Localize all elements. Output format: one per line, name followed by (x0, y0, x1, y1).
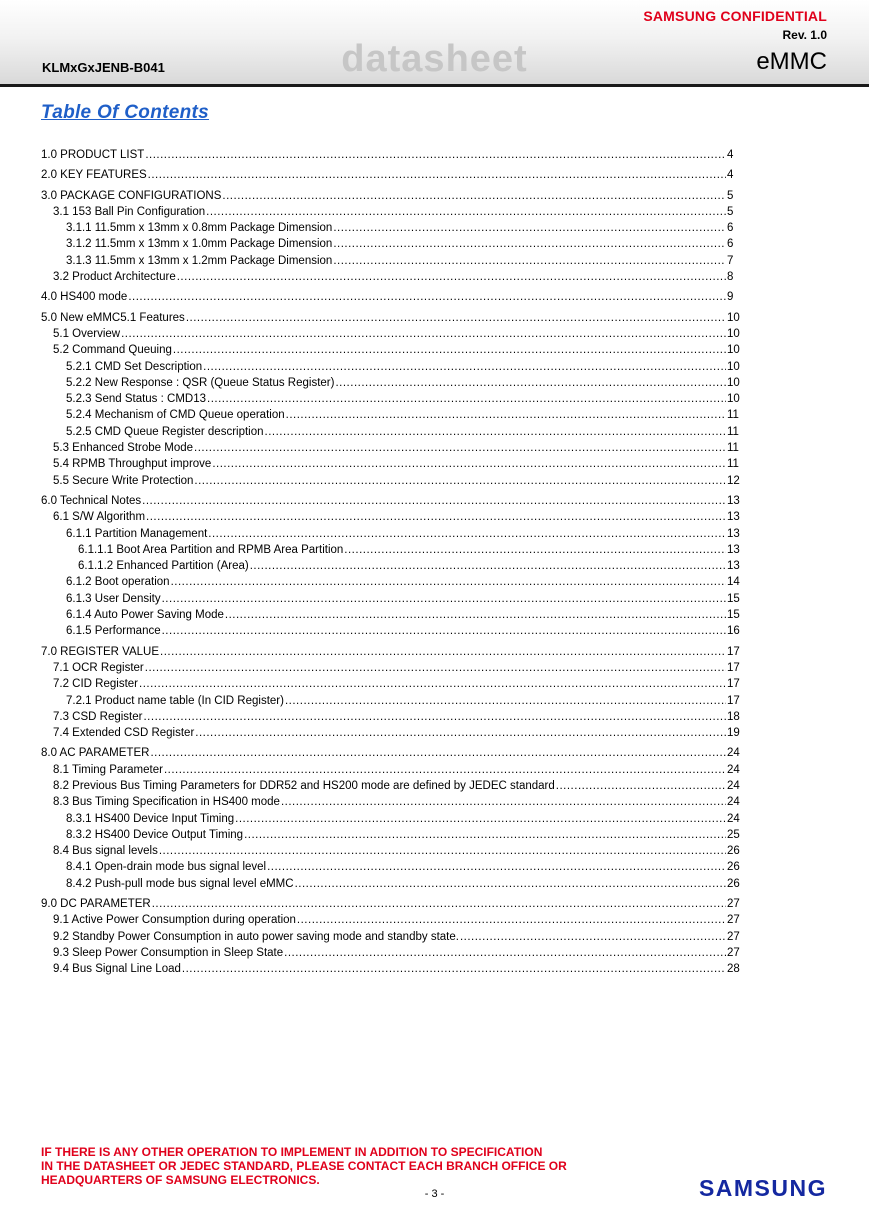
toc-entry-page: 6 (727, 238, 734, 251)
toc-entry[interactable] (41, 945, 741, 961)
toc-entry[interactable] (41, 607, 741, 623)
toc-leader-dots (297, 912, 726, 928)
toc-entry-label: 6.1.1 Partition Management (66, 527, 208, 540)
toc-leader-dots (235, 811, 726, 827)
toc-leader-dots (150, 745, 726, 761)
toc-leader-dots (208, 526, 726, 542)
toc-entry-label: 6.1 S/W Algorithm (53, 511, 146, 524)
toc-entry-label: 8.1 Timing Parameter (53, 763, 163, 776)
toc-entry-label: 9.4 Bus Signal Line Load (53, 963, 181, 976)
toc-entry-label: 4.0 HS400 mode (41, 291, 128, 304)
toc-entry[interactable] (41, 440, 741, 456)
toc-leader-dots (285, 693, 726, 709)
toc-entry-page: 17 (727, 661, 740, 674)
toc-entry[interactable] (41, 167, 741, 183)
toc-leader-dots (139, 676, 726, 692)
toc-entry-page: 14 (727, 576, 740, 589)
toc-entry-page: 13 (727, 494, 740, 507)
toc-leader-dots (152, 896, 726, 912)
toc-leader-dots (182, 961, 726, 977)
toc-entry-page: 10 (727, 327, 740, 340)
toc-entry-label: 8.3.2 HS400 Device Output Timing (66, 828, 244, 841)
toc-leader-dots (148, 167, 726, 183)
toc-entry[interactable] (41, 342, 741, 358)
toc-leader-dots (295, 876, 726, 892)
toc-entry-label: 9.2 Standby Power Consumption in auto power saving mode and standby state. (53, 930, 459, 943)
toc-entry-page: 6 (727, 222, 734, 235)
toc-entry-label: 5.2.1 CMD Set Description (66, 360, 203, 373)
toc-entry[interactable] (41, 660, 741, 676)
toc-entry-label: 3.0 PACKAGE CONFIGURATIONS (41, 189, 222, 202)
toc-entry-page: 7 (727, 254, 734, 267)
toc-entry-page: 15 (727, 592, 740, 605)
footer-notice-line: IF THERE IS ANY OTHER OPERATION TO IMPLEMENT IN ADDITION TO SPECIFICATION (41, 1145, 543, 1159)
toc-entry-label: 8.3 Bus Timing Specification in HS400 mode (53, 796, 280, 809)
toc-entry-label: 6.0 Technical Notes (41, 494, 142, 507)
toc-entry[interactable] (41, 778, 741, 794)
toc-entry-page: 9 (727, 291, 734, 304)
toc-entry-label: 1.0 PRODUCT LIST (41, 149, 145, 161)
toc-entry-page: 12 (727, 474, 740, 487)
toc-leader-dots (250, 558, 726, 574)
toc-leader-dots (160, 644, 726, 660)
toc-leader-dots (145, 147, 726, 163)
toc-entry[interactable] (41, 473, 741, 489)
toc-entry-page: 4 (727, 169, 734, 182)
toc-leader-dots (344, 542, 726, 558)
toc-entry[interactable] (41, 725, 741, 741)
toc-entry-page: 17 (727, 645, 740, 658)
toc-leader-dots (164, 762, 726, 778)
toc-entry[interactable] (41, 876, 741, 892)
toc-entry-page: 16 (727, 625, 740, 638)
toc-entry[interactable] (41, 676, 741, 692)
toc-entry-label: 5.4 RPMB Throughput improve (53, 458, 212, 471)
toc-entry-page: 4 (727, 149, 734, 161)
toc-entry[interactable] (41, 811, 741, 827)
toc-entry[interactable] (41, 424, 741, 440)
toc-entry-label: 6.1.3 User Density (66, 592, 161, 605)
toc-entry-page: 11 (727, 425, 739, 438)
toc-leader-dots (286, 407, 726, 423)
footer-notice (41, 1145, 567, 1187)
product-name: eMMC (756, 48, 827, 75)
toc-leader-dots (173, 342, 726, 358)
toc-entry[interactable] (41, 391, 741, 407)
toc-entry-label: 5.1 Overview (53, 327, 121, 340)
toc-entry-label: 6.1.4 Auto Power Saving Mode (66, 609, 224, 622)
toc-entry[interactable] (41, 558, 741, 574)
toc-leader-dots (225, 607, 726, 623)
toc-entry[interactable] (41, 220, 741, 236)
toc-leader-dots (145, 660, 726, 676)
toc-entry-label: 7.3 CSD Register (53, 710, 143, 723)
toc-leader-dots (265, 424, 726, 440)
toc-entry-label: 5.2.5 CMD Queue Register description (66, 425, 264, 438)
toc-entry[interactable] (41, 509, 741, 525)
toc-entry-page: 19 (727, 727, 740, 740)
toc-entry-page: 27 (727, 898, 740, 911)
toc-entry-page: 10 (727, 393, 740, 406)
toc-entry-page: 11 (727, 458, 739, 471)
toc-entry-page: 11 (727, 409, 739, 422)
toc-entry[interactable] (41, 253, 741, 269)
toc-entry[interactable] (41, 188, 741, 204)
toc-entry-label: 7.4 Extended CSD Register (53, 727, 195, 740)
toc-entry[interactable] (41, 859, 741, 875)
toc-entry-label: 9.3 Sleep Power Consumption in Sleep State (53, 946, 284, 959)
toc-entry-page: 18 (727, 710, 740, 723)
toc-leader-dots (177, 269, 726, 285)
revision-label: Rev. 1.0 (782, 28, 827, 42)
toc-leader-dots (333, 253, 726, 269)
toc-entry[interactable] (41, 326, 741, 342)
toc-leader-dots (194, 440, 726, 456)
toc-entry-label: 5.5 Secure Write Protection (53, 474, 194, 487)
toc-entry-label: 3.1 153 Ball Pin Configuration (53, 205, 206, 218)
toc-leader-dots (222, 188, 726, 204)
toc-entry-label: 2.0 KEY FEATURES (41, 169, 147, 182)
toc-entry-label: 8.2 Previous Bus Timing Parameters for DDR52 and HS200 mode are defined by JEDEC standard (53, 779, 555, 792)
toc-leader-dots (195, 725, 726, 741)
model-number: KLMxGxJENB-B041 (42, 60, 165, 75)
toc-entry-label: 8.4.1 Open-drain mode bus signal level (66, 861, 267, 874)
toc-leader-dots (267, 859, 726, 875)
toc-entry-page: 10 (727, 376, 740, 389)
toc-entry[interactable] (41, 745, 741, 761)
toc-entry[interactable] (41, 574, 741, 590)
toc-leader-dots (159, 843, 726, 859)
toc-entry-label: 3.2 Product Architecture (53, 271, 176, 284)
toc-leader-dots (206, 204, 726, 220)
datasheet-watermark: datasheet (341, 38, 528, 80)
toc-entry[interactable] (41, 526, 741, 542)
toc-entry-page: 13 (727, 527, 740, 540)
toc-entry-page: 15 (727, 609, 740, 622)
toc-entry-page: 24 (727, 796, 740, 809)
toc-entry-page: 10 (727, 344, 740, 357)
toc-entry-label: 9.0 DC PARAMETER (41, 898, 151, 911)
samsung-logo: SAMSUNG (698, 1175, 827, 1201)
toc-leader-dots (244, 827, 726, 843)
toc-entry-page: 27 (727, 930, 740, 943)
toc-leader-dots (203, 359, 726, 375)
toc-entry-page: 25 (727, 828, 740, 841)
toc-entry-label: 3.1.2 11.5mm x 13mm x 1.0mm Package Dimension (66, 238, 333, 251)
toc-entry[interactable] (41, 493, 741, 509)
toc-entry-page: 27 (727, 946, 740, 959)
confidential-label: SAMSUNG CONFIDENTIAL (643, 8, 827, 24)
toc-entry-label: 8.4 Bus signal levels (53, 845, 158, 858)
toc-leader-dots (146, 509, 726, 525)
toc-entry-label: 9.1 Active Power Consumption during operation (53, 914, 296, 927)
footer-notice-line: IN THE DATASHEET OR JEDEC STANDARD, PLEASE CONTACT EACH BRANCH OFFICE OR (41, 1159, 567, 1173)
toc-entry[interactable] (41, 827, 741, 843)
toc-leader-dots (333, 236, 726, 252)
toc-entry-label: 5.3 Enhanced Strobe Mode (53, 442, 194, 455)
toc-entry-label: 6.1.1.2 Enhanced Partition (Area) (78, 560, 249, 573)
toc-entry-page: 5 (727, 205, 734, 218)
toc-entry-label: 6.1.1.1 Boot Area Partition and RPMB Area Partition (78, 543, 344, 556)
toc-entry[interactable] (41, 147, 741, 163)
toc-entry-page: 5 (727, 189, 734, 202)
toc-entry[interactable] (41, 843, 741, 859)
toc-entry-page: 8 (727, 271, 734, 284)
toc-entry[interactable] (41, 289, 741, 305)
toc-entry[interactable] (41, 623, 741, 639)
toc-entry[interactable] (41, 896, 741, 912)
toc-leader-dots (194, 473, 726, 489)
toc-entry-page: 13 (727, 543, 740, 556)
toc-entry-page: 11 (727, 442, 739, 455)
toc-entry-page: 28 (727, 963, 740, 976)
toc-entry-label: 6.1.5 Performance (66, 625, 161, 638)
toc-entry-page: 24 (727, 812, 740, 825)
toc-entry-page: 17 (727, 694, 740, 707)
toc-entry[interactable] (41, 912, 741, 928)
toc-entry-label: 5.2 Command Queuing (53, 344, 172, 357)
toc-leader-dots (281, 794, 726, 810)
table-of-contents (41, 147, 741, 978)
toc-entry[interactable] (41, 794, 741, 810)
toc-entry[interactable] (41, 204, 741, 220)
toc-entry-page: 26 (727, 877, 740, 890)
toc-entry[interactable] (41, 693, 741, 709)
toc-leader-dots (186, 310, 726, 326)
toc-entry[interactable] (41, 375, 741, 391)
toc-entry[interactable] (41, 961, 741, 977)
toc-entry-label: 6.1.2 Boot operation (66, 576, 170, 589)
toc-entry-label: 5.2.3 Send Status : CMD13 (66, 393, 206, 406)
toc-leader-dots (556, 778, 726, 794)
toc-entry[interactable] (41, 269, 741, 285)
toc-entry-page: 24 (727, 747, 740, 760)
toc-entry-page: 27 (727, 914, 740, 927)
toc-leader-dots (333, 220, 726, 236)
toc-leader-dots (171, 574, 726, 590)
toc-entry-page: 24 (727, 763, 740, 776)
toc-entry-label: 8.3.1 HS400 Device Input Timing (66, 812, 235, 825)
toc-entry-page: 10 (727, 360, 740, 373)
toc-leader-dots (335, 375, 726, 391)
toc-leader-dots (142, 493, 726, 509)
page-number: - 3 - (424, 1188, 445, 1200)
toc-entry[interactable] (41, 236, 741, 252)
toc-entry[interactable] (41, 542, 741, 558)
toc-leader-dots (162, 591, 726, 607)
toc-leader-dots (212, 456, 726, 472)
toc-leader-dots (207, 391, 726, 407)
toc-entry-label: 7.2.1 Product name table (In CID Register) (66, 694, 284, 707)
toc-leader-dots (128, 289, 726, 305)
toc-entry-label: 8.0 AC PARAMETER (41, 747, 150, 760)
toc-entry-label: 3.1.1 11.5mm x 13mm x 0.8mm Package Dimension (66, 222, 333, 235)
toc-entry-label: 5.0 New eMMC5.1 Features (41, 311, 185, 324)
toc-entry-label: 8.4.2 Push-pull mode bus signal level eMMC (66, 877, 294, 890)
toc-entry-label: 3.1.3 11.5mm x 13mm x 1.2mm Package Dimension (66, 254, 333, 267)
toc-entry-label: 5.2.4 Mechanism of CMD Queue operation (66, 409, 285, 422)
toc-entry[interactable] (41, 644, 741, 660)
toc-entry[interactable] (41, 591, 741, 607)
toc-entry-label: 5.2.2 New Response : QSR (Queue Status Register) (66, 376, 335, 389)
toc-entry-page: 24 (727, 779, 740, 792)
toc-leader-dots (284, 945, 726, 961)
toc-entry-label: 7.1 OCR Register (53, 661, 144, 674)
toc-leader-dots (460, 929, 726, 945)
toc-entry-page: 26 (727, 861, 740, 874)
toc-entry[interactable] (41, 407, 741, 423)
toc-leader-dots (143, 709, 726, 725)
toc-title: Table Of Contents (41, 102, 210, 123)
toc-entry-page: 26 (727, 845, 740, 858)
toc-entry-label: 7.0 REGISTER VALUE (41, 645, 160, 658)
toc-leader-dots (121, 326, 726, 342)
toc-entry[interactable] (41, 762, 741, 778)
footer-notice-line: HEADQUARTERS OF SAMSUNG ELECTRONICS. (41, 1173, 320, 1187)
toc-entry-page: 10 (727, 311, 740, 324)
toc-entry[interactable] (41, 310, 741, 326)
toc-entry-page: 13 (727, 560, 740, 573)
toc-entry[interactable] (41, 456, 741, 472)
toc-leader-dots (162, 623, 726, 639)
toc-entry-page: 13 (727, 511, 740, 524)
toc-entry-page: 17 (727, 678, 740, 691)
header-rule (0, 84, 869, 87)
toc-entry[interactable] (41, 929, 741, 945)
toc-entry-label: 7.2 CID Register (53, 678, 139, 691)
toc-entry[interactable] (41, 709, 741, 725)
toc-entry[interactable] (41, 359, 741, 375)
